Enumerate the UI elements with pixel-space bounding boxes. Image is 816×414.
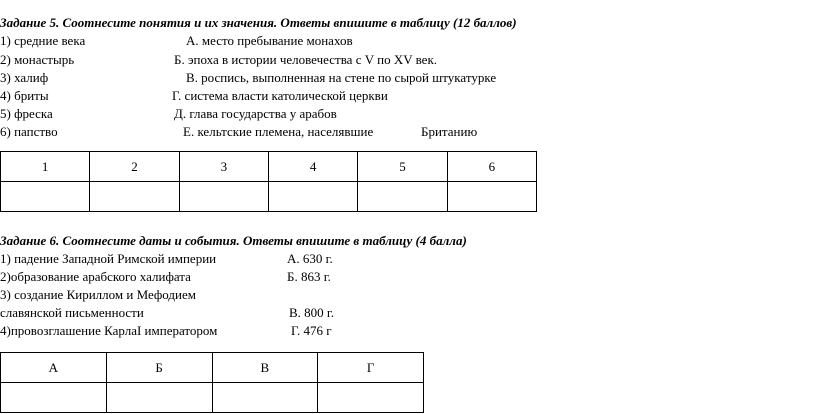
- task6-answer-cell-a[interactable]: [1, 383, 107, 413]
- task6-date-g: Г. 476 г: [291, 323, 332, 338]
- task5-header-4: 4: [268, 152, 357, 182]
- task5-header-2: 2: [90, 152, 179, 182]
- task6-answer-cell-g[interactable]: [318, 383, 424, 413]
- task5-answer-cell-2[interactable]: [90, 182, 179, 212]
- task5-title: Задание 5. Соотнесите понятия и их значения. Ответы впишите в таблицу (12 баллов): [0, 15, 517, 30]
- task5-meaning-e: Е. кельтские племена, населявшие: [183, 124, 374, 139]
- task6-event-4: 4)провозглашение КарлаI императором: [0, 323, 218, 338]
- task6-date-a: А. 630 г.: [287, 251, 333, 266]
- task5-term-5: 5) фреска: [0, 106, 53, 121]
- task5-answer-cell-5[interactable]: [358, 182, 447, 212]
- task5-header-1: 1: [1, 152, 90, 182]
- task6-date-v: В. 800 г.: [289, 305, 335, 320]
- task6-title: Задание 6. Соотнесите даты и события. Ответы впишите в таблицу (4 балла): [0, 233, 467, 248]
- task5-answer-table: [0, 151, 537, 212]
- task6-answer-cell-b[interactable]: [106, 383, 212, 413]
- task5-term-2: 2) монастырь: [0, 52, 75, 67]
- task5-header-3: 3: [179, 152, 268, 182]
- task5-meaning-a: А. место пребывание монахов: [186, 33, 353, 48]
- task5-meaning-e-tail: Британию: [421, 124, 478, 139]
- task6-header-v: В: [212, 353, 318, 383]
- task6-date-b: Б. 863 г.: [287, 269, 331, 284]
- task6-answer-table: [0, 352, 424, 413]
- task6-event-1: 1) падение Западной Римской империи: [0, 251, 217, 266]
- task5-answer-cell-4[interactable]: [268, 182, 357, 212]
- task5-meaning-v: В. роспись, выполненная на стене по сырой штукатурке: [186, 70, 497, 85]
- task6-header-b: Б: [106, 353, 212, 383]
- task5-answer-cell-6[interactable]: [447, 182, 536, 212]
- task5-meaning-g: Г. система власти католической церкви: [172, 88, 388, 103]
- task6-event-2: 2)образование арабского халифата: [0, 269, 191, 284]
- task6-header-a: А: [1, 353, 107, 383]
- task6-event-3: 3) создание Кириллом и Мефодием: [0, 287, 196, 302]
- task5-header-6: 6: [447, 152, 536, 182]
- task5-meaning-d: Д. глава государства у арабов: [174, 106, 337, 121]
- task6-event-3-cont: славянской письменности: [0, 305, 144, 320]
- task5-answer-cell-3[interactable]: [179, 182, 268, 212]
- task5-term-4: 4) бриты: [0, 88, 49, 103]
- task5-term-6: 6) папство: [0, 124, 58, 139]
- task5-header-5: 5: [358, 152, 447, 182]
- task5-term-3: 3) халиф: [0, 70, 49, 85]
- task5-meaning-b: Б. эпоха в истории человечества с V по XV век.: [174, 52, 438, 67]
- task5-term-1: 1) средние века: [0, 33, 86, 48]
- task6-answer-cell-v[interactable]: [212, 383, 318, 413]
- task5-answer-cell-1[interactable]: [1, 182, 90, 212]
- task6-header-g: Г: [318, 353, 424, 383]
